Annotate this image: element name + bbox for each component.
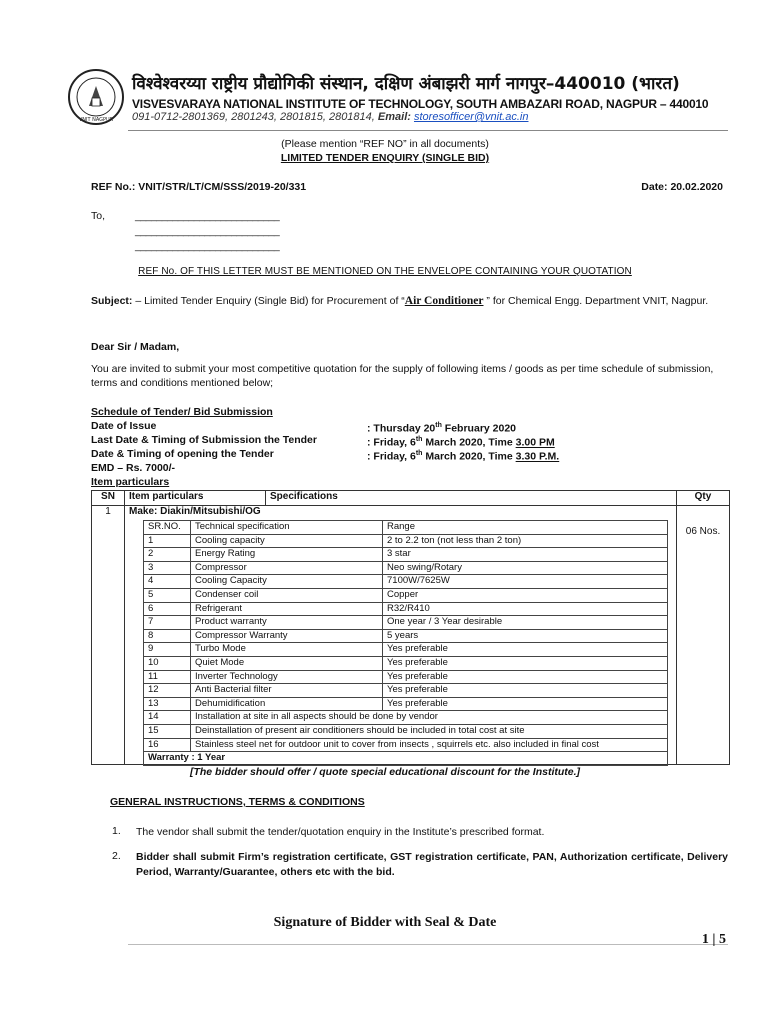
table-row (144, 616, 668, 630)
spec-srno: 11 (144, 670, 191, 684)
spec-name: Quiet Mode (191, 656, 383, 670)
items-table-header (92, 491, 730, 506)
footer-divider (128, 944, 728, 945)
english-title: VISVESVARAYA NATIONAL INSTITUTE OF TECHNOLOGY, SOUTH AMBAZARI ROAD, NAGPUR – 440010 (132, 97, 709, 111)
table-row (144, 670, 668, 684)
spec-text: Deinstallation of present air conditioners should be included in total cost at site (191, 724, 668, 738)
table-row (144, 724, 668, 738)
spec-header-range: Range (383, 521, 668, 535)
address-line-3: ___________________________ (135, 240, 280, 252)
spec-text: Stainless steel net for outdoor unit to cover from insects , squirrels etc. also included in final cost (191, 738, 668, 752)
emd-amount: EMD – Rs. 7000/- (91, 462, 176, 474)
instruction-1-text: The vendor shall submit the tender/quotation enquiry in the Institute’s prescribed format. (136, 826, 545, 838)
address-line-1: ___________________________ (135, 210, 280, 222)
spec-name: Product warranty (191, 616, 383, 630)
spec-range: Yes preferable (383, 670, 668, 684)
subject (91, 294, 731, 309)
instruction-2-num: 2. (112, 850, 121, 862)
spec-srno: 4 (144, 575, 191, 589)
spec-srno: 12 (144, 684, 191, 698)
spec-range: 2 to 2.2 ton (not less than 2 ton) (383, 534, 668, 548)
spec-range: Yes preferable (383, 656, 668, 670)
discount-note: [The bidder should offer / quote special educational discount for the Institute.] (189, 766, 581, 778)
ref-envelope-note: REF No. OF THIS LETTER MUST BE MENTIONED ON THE ENVELOPE CONTAINING YOUR QUOTATION (138, 266, 632, 277)
issue-date-label: Date of Issue (91, 420, 157, 432)
row-qty: 06 Nos. (677, 506, 730, 765)
spec-srno: 3 (144, 561, 191, 575)
spec-range: 3 star (383, 548, 668, 562)
header-qty: Qty (677, 491, 730, 506)
schedule-block (91, 405, 731, 489)
document-date: Date: 20.02.2020 (641, 181, 723, 193)
instruction-2-text: Bidder shall submit Firm’s registration certificate, GST registration certificate, PAN, Authorization certificate, Delivery Period, Warranty/Guarantee, others etc with the bid. (136, 851, 728, 878)
table-row (144, 656, 668, 670)
table-row (144, 588, 668, 602)
spec-range: Neo swing/Rotary (383, 561, 668, 575)
spec-range: Yes preferable (383, 697, 668, 711)
last-date-label: Last Date & Timing of Submission the Tender (91, 434, 317, 446)
table-row (144, 534, 668, 548)
spec-text: Installation at site in all aspects should be done by vendor (191, 711, 668, 725)
spec-range: Yes preferable (383, 684, 668, 698)
spec-name: Dehumidification (191, 697, 383, 711)
mention-note: (Please mention “REF NO” in all documents) (281, 138, 489, 150)
table-row (144, 738, 668, 752)
invitation-text: You are invited to submit your most competitive quotation for the supply of following items / goods as per time schedule of submission, terms and conditions mentioned below; (91, 363, 714, 389)
table-row (144, 711, 668, 725)
table-row (144, 629, 668, 643)
schedule-heading: Schedule of Tender/ Bid Submission (91, 406, 273, 418)
warranty-text: Warranty : 1 Year (144, 752, 668, 766)
spec-srno: 2 (144, 548, 191, 562)
subject-item: Air Conditioner (404, 295, 484, 307)
spec-name: Cooling capacity (191, 534, 383, 548)
header-spec: Specifications (266, 491, 677, 506)
last-date-value: : Friday, 6th March 2020, Time 3.00 PM (367, 436, 555, 449)
salutation: Dear Sir / Madam, (91, 341, 180, 353)
logo-text: VNIT NAGPUR (78, 117, 114, 123)
table-row (144, 575, 668, 589)
header-sn: SN (92, 491, 125, 506)
spec-name: Refrigerant (191, 602, 383, 616)
item-particulars-heading: Item particulars (91, 476, 170, 488)
phone-numbers: 091-0712-2801369, 2801243, 2801815, 2801814, (132, 111, 375, 123)
general-heading: GENERAL INSTRUCTIONS, TERMS & CONDITIONS (110, 796, 365, 808)
spec-srno: 1 (144, 534, 191, 548)
spec-header-row (144, 521, 668, 535)
spec-name: Compressor Warranty (191, 629, 383, 643)
table-row (144, 602, 668, 616)
spec-name: Compressor (191, 561, 383, 575)
spec-srno: 7 (144, 616, 191, 630)
header-divider (128, 130, 728, 131)
row-sn: 1 (92, 506, 125, 765)
institute-logo (67, 68, 125, 126)
subject-label: Subject: (91, 295, 133, 307)
spec-header-srno: SR.NO. (144, 521, 191, 535)
spec-name: Condenser coil (191, 588, 383, 602)
to-label: To, (91, 210, 106, 222)
table-row (144, 548, 668, 562)
contact-line (132, 111, 528, 123)
signature-line: Signature of Bidder with Seal & Date (273, 915, 497, 930)
table-row (144, 561, 668, 575)
document-title: LIMITED TENDER ENQUIRY (SINGLE BID) (280, 152, 490, 164)
spec-range: Copper (383, 588, 668, 602)
opening-time: 3.30 P.M. (515, 450, 560, 463)
opening-date-label: Date & Timing of opening the Tender (91, 448, 274, 460)
warranty-row (144, 752, 668, 766)
spec-name: Cooling Capacity (191, 575, 383, 589)
spec-srno: 6 (144, 602, 191, 616)
spec-srno: 15 (144, 724, 191, 738)
spec-name: Energy Rating (191, 548, 383, 562)
email-label: Email: (377, 111, 411, 123)
address-line-2: ___________________________ (135, 225, 280, 237)
header-item: Item particulars (125, 491, 266, 506)
email-link[interactable]: storesofficer@vnit.ac.in (413, 111, 529, 123)
spec-range: 5 years (383, 629, 668, 643)
opening-date-value: : Friday, 6th March 2020, Time 3.30 P.M. (367, 450, 560, 463)
table-row (144, 684, 668, 698)
table-row (144, 643, 668, 657)
spec-name: Inverter Technology (191, 670, 383, 684)
subject-post: ” for Chemical Engg. Department VNIT, Nagpur. (483, 295, 709, 307)
spec-range: One year / 3 Year desirable (383, 616, 668, 630)
subject-pre: – Limited Tender Enquiry (Single Bid) for Procurement of “ (135, 295, 405, 307)
spec-header-tech: Technical specification (191, 521, 383, 535)
spec-srno: 9 (144, 643, 191, 657)
spec-name: Turbo Mode (191, 643, 383, 657)
last-time: 3.00 PM (515, 436, 555, 449)
spec-range: 7100W/7625W (383, 575, 668, 589)
spec-srno: 8 (144, 629, 191, 643)
spec-srno: 14 (144, 711, 191, 725)
table-row (144, 697, 668, 711)
spec-srno: 13 (144, 697, 191, 711)
spec-srno: 16 (144, 738, 191, 752)
spec-name: Anti Bacterial filter (191, 684, 383, 698)
ref-number: REF No.: VNIT/STR/LT/CM/SSS/2019-20/331 (91, 181, 307, 193)
instruction-1-num: 1. (112, 825, 121, 837)
issue-date-value: : Thursday 20th February 2020 (367, 422, 517, 435)
spec-table (143, 520, 668, 766)
make-label: Make: Diakin/Mitsubishi/OG (129, 506, 261, 517)
spec-srno: 5 (144, 588, 191, 602)
spec-srno: 10 (144, 656, 191, 670)
spec-range: R32/R410 (383, 602, 668, 616)
hindi-title: विश्वेश्वरय्या राष्ट्रीय प्रौद्योगिकी संस्थान, दक्षिण अंबाझरी मार्ग नागपुर–440010 (भारत) (132, 74, 680, 94)
spec-range: Yes preferable (383, 643, 668, 657)
page-number: 1 | 5 (701, 932, 726, 947)
